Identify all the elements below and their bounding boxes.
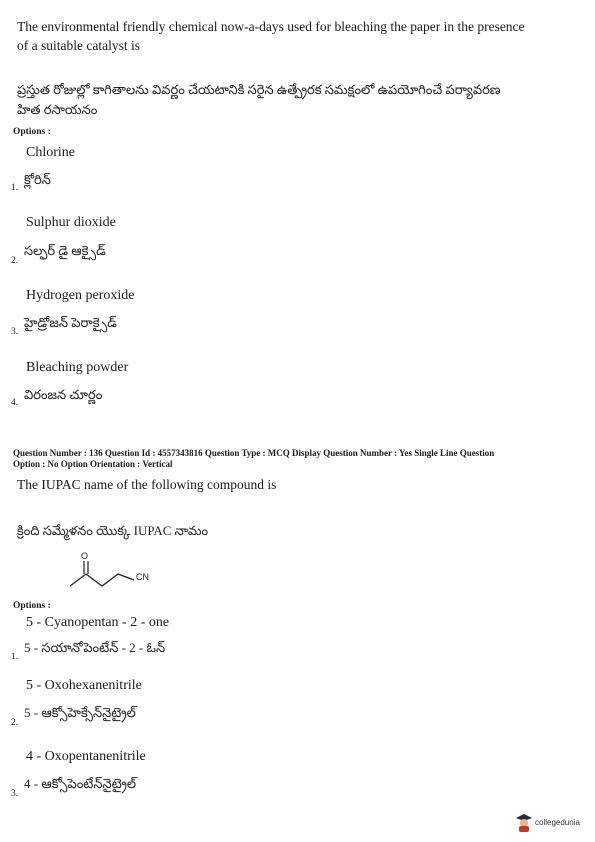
- option-1-en[interactable]: Chlorine: [26, 145, 75, 160]
- carbon-chain: [70, 574, 134, 586]
- option-2-te[interactable]: సల్ఫర్ డై ఆక్సైడ్: [24, 243, 106, 258]
- option-1-te[interactable]: క్లోరిన్: [24, 172, 51, 187]
- oxygen-label: O: [81, 551, 89, 561]
- option-4-te[interactable]: విరంజన చూర్ణం: [24, 387, 103, 402]
- question-135-te-line2: హిత రసాయనం: [17, 102, 98, 117]
- option-136-2-te[interactable]: 5 - ఆక్సోహెక్సేన్‌నైట్రైల్: [24, 705, 136, 720]
- option-3-en[interactable]: Hydrogen peroxide: [26, 288, 135, 303]
- logo-text: collegedunia: [535, 817, 580, 827]
- option-4-en[interactable]: Bleaching powder: [26, 360, 129, 375]
- option-4-number: 4.: [11, 398, 19, 408]
- options-label-136: Options :: [13, 601, 51, 611]
- collegedunia-logo: [515, 812, 580, 832]
- option-1-number: 1.: [11, 183, 19, 193]
- compound-structure: [60, 550, 180, 592]
- question-135-te-line1: ప్రస్తుత రోజుల్లో కాగితాలను వివర్ణం చేయటానికి సరైన ఉత్ప్రేరక సమక్షంలో ఉపయోగించే పర్యావరణ: [17, 82, 501, 97]
- options-label: Options :: [13, 127, 51, 137]
- question-135-en-line2: of a suitable catalyst is: [17, 38, 140, 53]
- option-136-1-number: 1.: [11, 652, 19, 662]
- option-3-number: 3.: [11, 327, 19, 337]
- question-135-text: [17, 17, 525, 55]
- option-2-number: 2.: [11, 256, 19, 266]
- question-135-en-line1: The environmental friendly chemical now-a-days used for bleaching the paper in the presence: [17, 19, 525, 34]
- option-136-3-number: 3.: [11, 789, 19, 799]
- mascot-icon: [515, 812, 533, 832]
- question-136-te: క్రింది సమ్మేళనం యొక్క IUPAC నామం: [17, 523, 209, 538]
- question-136-en: The IUPAC name of the following compound is: [17, 477, 277, 492]
- question-135-telugu: [17, 80, 501, 120]
- meta-line1: Question Number : 136 Question Id : 4557343816 Question Type : MCQ Display Question Number : Yes Single Line Question: [13, 448, 495, 458]
- option-136-3-te[interactable]: 4 - ఆక్సోపెంటేన్‌నైట్రైల్: [24, 776, 137, 791]
- option-2-en[interactable]: Sulphur dioxide: [26, 215, 116, 230]
- option-136-1-en[interactable]: 5 - Cyanopentan - 2 - one: [26, 615, 170, 630]
- cyano-label: CN: [136, 572, 149, 582]
- option-136-3-en[interactable]: 4 - Oxopentanenitrile: [26, 749, 146, 764]
- option-136-2-number: 2.: [11, 718, 19, 728]
- option-136-1-te[interactable]: 5 - సయానోపెంటేన్ - 2 - ఓన్: [24, 640, 166, 655]
- option-3-te[interactable]: హైడ్రోజన్ పెరాక్సైడ్: [24, 315, 117, 330]
- option-136-2-en[interactable]: 5 - Oxohexanenitrile: [26, 678, 142, 693]
- meta-line2: Option : No Option Orientation : Vertical: [13, 459, 173, 469]
- question-136-meta: [13, 448, 588, 470]
